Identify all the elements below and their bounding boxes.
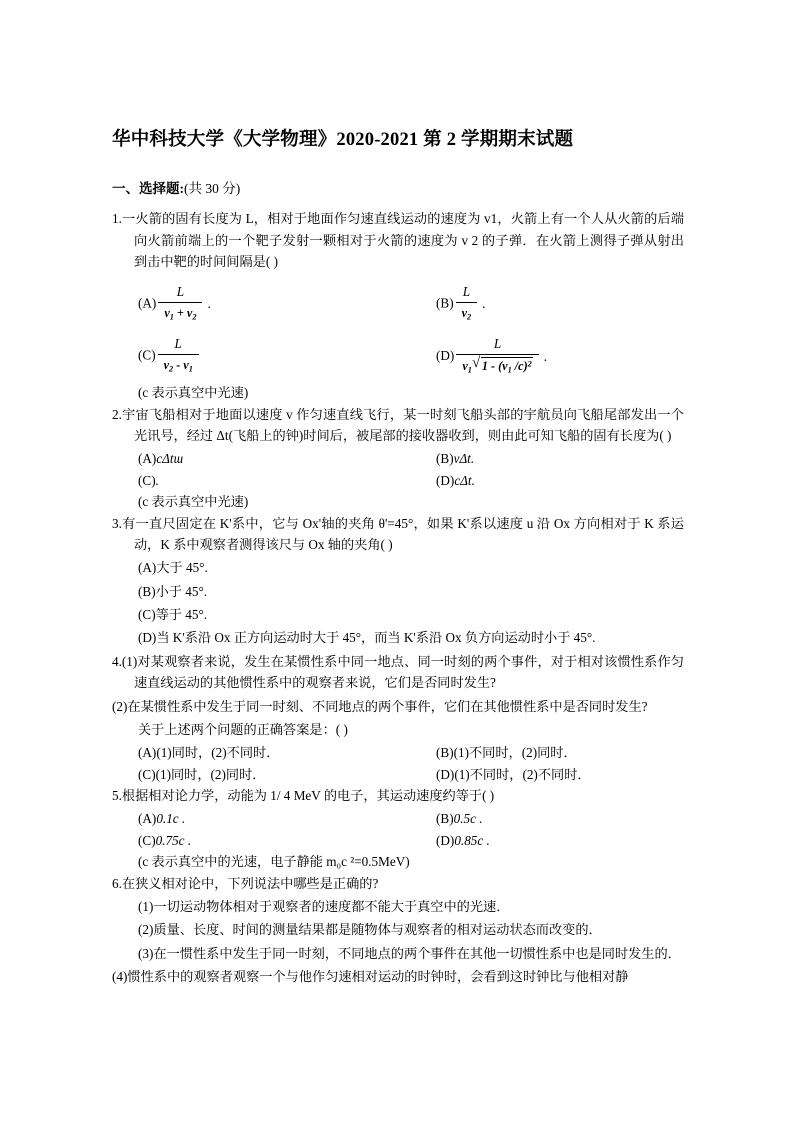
question-5-options-row-2	[138, 830, 684, 851]
question-1-option-b-label: (B)	[436, 296, 454, 311]
period-mark: .	[207, 296, 211, 311]
question-4-option-b	[436, 742, 577, 763]
question-5-option-c-label: (C)	[138, 832, 156, 848]
question-1-options-row-1	[112, 284, 684, 330]
question-2-options-row-2	[138, 470, 684, 491]
question-2-option-b-text: vΔt.	[453, 451, 475, 467]
question-2-number: 2.	[112, 406, 122, 422]
question-5-option-b	[436, 808, 483, 829]
question-5-option-b-label: (B)	[436, 811, 454, 827]
question-1-text: 一火箭的固有长度为 L，相对于地面作匀速直线运动的速度为 v1，火箭上有一个人从火箭的后端向火箭前端上的一个靶子发射一颗相对于火箭的速度为 v 2 的子弹．在火箭上测得子弹从射出到击中靶的时间间隔是( )	[121, 211, 684, 269]
question-4-option-c-label: (C)	[138, 766, 156, 782]
question-2-text: 宇宙飞船相对于地面以速度 v 作匀速直线飞行，某一时刻飞船头部的宇航员向飞船尾部发出一个光讯号，经过 Δt(飞船上的钟)时间后，被尾部的接收器收到，则由此可知飞船的固有长度为( )	[121, 406, 684, 444]
question-4-options-row-1	[138, 742, 684, 763]
question-3-option-a	[112, 557, 684, 578]
question-3-option-c-label: (C)	[138, 607, 156, 623]
question-4-lead: 关于上述两个问题的正确答案是：( )	[138, 721, 348, 737]
question-3-option-d-label: (D)	[138, 630, 157, 646]
question-3-option-b	[112, 581, 684, 602]
period-mark: .	[482, 296, 486, 311]
question-2-stem	[112, 404, 684, 447]
question-2-option-b-label: (B)	[436, 451, 454, 467]
question-6-stem	[112, 873, 684, 894]
question-1-options-row-2	[112, 336, 684, 382]
question-2-options-row-1	[138, 448, 684, 469]
period-mark: .	[543, 348, 548, 364]
question-3-option-b-label: (B)	[138, 583, 156, 599]
question-4-part-1	[112, 651, 684, 694]
fraction-denominator: $v_1$ √ $1 - (v_1$ /c)$^2$	[462, 355, 532, 375]
question-1-stem	[112, 208, 684, 272]
question-4-option-d-label: (D)	[436, 766, 455, 782]
question-1-note: (c 表示真空中光速)	[138, 385, 249, 401]
question-2-option-d-label: (D)	[436, 472, 455, 488]
section-heading-points: (共 30 分)	[184, 180, 241, 196]
question-2-option-a	[138, 448, 183, 469]
question-1-option-c	[138, 336, 201, 375]
question-3-option-a-text: 大于 45°.	[156, 560, 208, 576]
question-4-option-d-text: (1)不同时，(2)不同时．	[454, 766, 591, 782]
fraction-denominator: $v_1 + v_2$	[164, 306, 197, 322]
section-heading	[112, 179, 684, 199]
question-4-option-a-text: (1)同时，(2)不同时．	[156, 745, 280, 761]
question-5-stem	[112, 785, 684, 806]
question-3-number: 3.	[112, 515, 122, 531]
question-6-statement-3: (3)在一惯性系中发生于同一时刻，不同地点的两个事件在其他一切惯性系中也是同时发生的．	[138, 945, 681, 961]
fraction-numerator: L	[158, 283, 202, 303]
question-5-option-c-text: 0.75c .	[155, 832, 192, 848]
question-5-text: 根据相对论力学，动能为 1/ 4 MeV 的电子，其运动速度约等于( )	[121, 788, 495, 804]
question-3-option-d-text: 当 K'系沿 Ox 正方向运动时大于 45°，而当 K'系沿 Ox 负方向运动时小于 45°.	[156, 630, 596, 646]
question-3-option-b-text: 小于 45°.	[155, 583, 208, 599]
question-4-option-a	[138, 742, 279, 763]
question-2-option-c	[138, 470, 159, 491]
question-1-option-d-fraction	[456, 335, 538, 375]
question-4-option-b-label: (B)	[436, 745, 454, 761]
question-2-option-d	[436, 470, 475, 491]
document-content	[112, 128, 684, 989]
question-1-option-a-fraction	[158, 283, 202, 322]
question-5-option-d-label: (D)	[436, 832, 455, 848]
question-1-option-c-fraction	[158, 335, 199, 374]
square-root-icon	[472, 357, 533, 376]
question-1-option-a	[138, 284, 211, 323]
question-5-options	[112, 808, 684, 851]
question-4-part-1-text: (1)对某观察者来说，发生在某惯性系中同一地点、同一时刻的两个事件，对于相对该惯性系作匀速直线运动的其他惯性系中的观察者来说，它们是否同时发生?	[121, 653, 684, 691]
question-6-statement-2: (2)质量、长度、时间的测量结果都是随物体与观察者的相对运动状态而改变的．	[138, 922, 602, 938]
question-5-number: 5.	[112, 788, 122, 804]
question-5-option-b-text: 0.5c .	[453, 811, 483, 827]
question-5-option-d	[436, 830, 490, 851]
radicand: $1 - (v_1$ /c)$^2$	[481, 359, 532, 375]
question-4-part-2-text: (2)在某惯性系中发生于同一时刻、不同地点的两个事件，它们在其他惯性系中是否同时发生?	[112, 698, 648, 714]
question-1-option-a-label: (A)	[138, 296, 157, 311]
question-4-part-2	[112, 696, 684, 717]
section-heading-label: 一、选择题:	[112, 180, 184, 196]
fraction-denominator: $v_2 - v_1$	[163, 358, 193, 374]
question-5-option-a-label: (A)	[138, 811, 157, 827]
question-5-option-d-text: 0.85c .	[454, 832, 490, 848]
question-2-options	[112, 448, 684, 491]
question-4-option-b-text: (1)不同时，(2)同时．	[453, 745, 577, 761]
question-4-options-row-2	[138, 764, 684, 785]
question-5-option-a	[138, 808, 185, 829]
question-2-note: (c 表示真空中光速)	[138, 494, 249, 510]
question-2-option-a-label: (A)	[138, 451, 157, 467]
question-3-option-c-text: 等于 45°.	[155, 607, 208, 623]
question-4-number: 4.	[112, 653, 122, 669]
question-4-option-d	[436, 764, 591, 785]
question-1-option-d	[436, 336, 547, 376]
fraction-numerator: L	[456, 335, 538, 355]
question-4-option-c	[138, 764, 265, 785]
question-6-number: 6.	[112, 875, 122, 891]
question-4-option-a-label: (A)	[138, 745, 157, 761]
question-3-option-a-label: (A)	[138, 560, 157, 576]
question-5-option-c	[138, 830, 191, 851]
question-3-stem	[112, 513, 684, 556]
question-2-option-a-text: cΔtɯ	[156, 451, 184, 467]
question-3-text: 有一直尺固定在 K'系中，它与 Ox'轴的夹角 θ'=45°，如果 K'系以速度 u 沿 Ox 方向相对于 K 系运动，K 系中观察者测得该尺与 Ox 轴的夹角( )	[121, 515, 684, 552]
question-5-option-a-text: 0.1c .	[156, 811, 186, 827]
question-3-option-d	[112, 627, 684, 648]
fraction-numerator: L	[158, 335, 199, 355]
question-2-option-c-label: (C)	[138, 472, 156, 488]
question-2-option-c-text: .	[155, 472, 159, 488]
question-5-options-row-1	[138, 808, 684, 829]
question-6-statement-4: (4)惯性系中的观察者观察一个与他作匀速相对运动的时钟时，会看到这时钟比与他相对静	[112, 969, 629, 985]
question-1-option-b	[436, 284, 485, 323]
question-5-note: (c 表示真空中的光速，电子静能 m₀c ²=0.5MeV)	[138, 854, 410, 870]
question-4-option-c-text: (1)同时，(2)同时．	[155, 766, 266, 782]
question-1-option-b-fraction	[456, 283, 478, 322]
fraction-denominator: $v_2$	[461, 306, 472, 322]
page-title: 华中科技大学《大学物理》2020-2021 第 2 学期期末试题	[112, 130, 574, 150]
question-2-option-d-text: cΔt.	[454, 472, 475, 488]
question-6-text: 在狭义相对论中，下列说法中哪些是正确的?	[121, 875, 379, 891]
question-3-option-c	[112, 604, 684, 625]
question-2-option-b	[436, 448, 474, 469]
question-1-number: 1.	[112, 211, 122, 227]
question-4-options	[112, 742, 684, 785]
question-1-option-d-label: (D)	[436, 348, 455, 364]
fraction-numerator: L	[456, 283, 478, 303]
radical-symbol: √	[471, 355, 481, 372]
question-6-statement-1: (1)一切运动物体相对于观察者的速度都不能大于真空中的光速．	[138, 898, 510, 914]
question-1-option-c-label: (C)	[138, 348, 156, 363]
